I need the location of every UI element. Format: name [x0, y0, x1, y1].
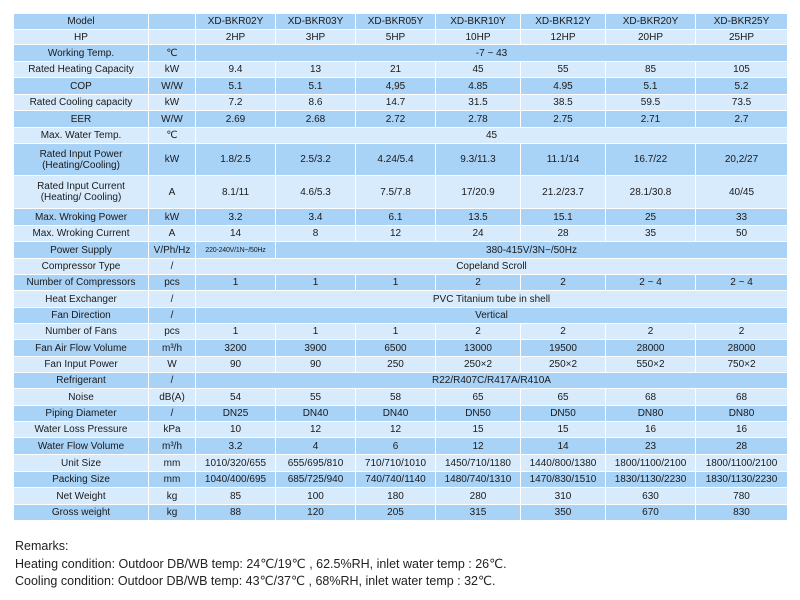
table-cell: 20HP [606, 30, 696, 45]
row-unit: V/Ph/Hz [149, 242, 196, 259]
header-model-2: XD-BKR03Y [276, 14, 356, 30]
table-cell: 12HP [521, 30, 606, 45]
table-cell: 6 [356, 438, 436, 455]
table-row [14, 242, 788, 259]
table-cell-merged: Vertical [196, 308, 788, 324]
table-cell: 670 [606, 505, 696, 521]
row-unit: ℃ [149, 45, 196, 62]
row-label: Packing Size [14, 472, 149, 488]
row-label: Number of Fans [14, 324, 149, 340]
table-cell: 12 [436, 438, 521, 455]
spec-table [13, 13, 788, 521]
row-label: Max. Wroking Current [14, 226, 149, 242]
row-label: Noise [14, 389, 149, 406]
table-cell: 2 ~ 4 [606, 275, 696, 291]
row-label: Compressor Type [14, 259, 149, 275]
table-cell: 2.72 [356, 111, 436, 128]
table-row [14, 275, 788, 291]
header-row [14, 14, 788, 30]
table-cell: 8.1/11 [196, 176, 276, 209]
row-unit: kg [149, 505, 196, 521]
table-cell: 830 [696, 505, 788, 521]
table-cell: 3.4 [276, 209, 356, 226]
table-cell: 3.2 [196, 438, 276, 455]
table-cell: 2.78 [436, 111, 521, 128]
table-cell: 105 [696, 62, 788, 78]
row-unit: A [149, 226, 196, 242]
table-cell: 14 [521, 438, 606, 455]
table-cell-merged: -7 ~ 43 [196, 45, 788, 62]
table-cell: 1 [196, 275, 276, 291]
table-cell: 250×2 [521, 357, 606, 373]
row-unit: pcs [149, 324, 196, 340]
table-cell: 1.8/2.5 [196, 144, 276, 176]
table-row [14, 438, 788, 455]
table-cell: 19500 [521, 340, 606, 357]
table-cell: 2 [521, 324, 606, 340]
table-cell: 250×2 [436, 357, 521, 373]
table-row [14, 472, 788, 488]
row-label: Unit Size [14, 455, 149, 472]
table-row [14, 45, 788, 62]
table-row [14, 128, 788, 144]
table-cell: 1830/1130/2230 [696, 472, 788, 488]
table-cell: DN50 [521, 406, 606, 422]
table-cell: 14.7 [356, 95, 436, 111]
row-unit: / [149, 259, 196, 275]
table-row [14, 30, 788, 45]
row-unit: / [149, 406, 196, 422]
row-label: Working Temp. [14, 45, 149, 62]
table-cell: 2 ~ 4 [696, 275, 788, 291]
table-row [14, 406, 788, 422]
table-cell: 28 [696, 438, 788, 455]
row-label: COP [14, 78, 149, 95]
table-row [14, 340, 788, 357]
table-cell: 2.68 [276, 111, 356, 128]
row-unit: kPa [149, 422, 196, 438]
table-cell: 180 [356, 488, 436, 505]
table-cell: 4 [276, 438, 356, 455]
table-cell: 315 [436, 505, 521, 521]
row-label: Gross weight [14, 505, 149, 521]
table-cell: 11.1/14 [521, 144, 606, 176]
table-cell: 90 [276, 357, 356, 373]
table-cell: 2.75 [521, 111, 606, 128]
table-row [14, 373, 788, 389]
table-cell: 16 [606, 422, 696, 438]
table-cell: 2HP [196, 30, 276, 45]
table-cell: 1 [276, 324, 356, 340]
table-cell: 16.7/22 [606, 144, 696, 176]
header-model-7: XD-BKR25Y [696, 14, 788, 30]
table-cell: 8 [276, 226, 356, 242]
table-row [14, 144, 788, 176]
table-cell: 65 [436, 389, 521, 406]
table-cell: 58 [356, 389, 436, 406]
table-cell: 710/710/1010 [356, 455, 436, 472]
table-cell: 50 [696, 226, 788, 242]
table-cell: 100 [276, 488, 356, 505]
table-cell: 1 [196, 324, 276, 340]
table-cell: 12 [356, 422, 436, 438]
table-cell: 15 [436, 422, 521, 438]
table-cell: 38.5 [521, 95, 606, 111]
table-cell: 14 [196, 226, 276, 242]
header-model-4: XD-BKR10Y [436, 14, 521, 30]
row-unit: kW [149, 144, 196, 176]
table-cell: 8.6 [276, 95, 356, 111]
table-cell-merged: R22/R407C/R417A/R410A [196, 373, 788, 389]
table-cell: 5.2 [696, 78, 788, 95]
table-cell: 3.2 [196, 209, 276, 226]
row-label: Max. Wroking Power [14, 209, 149, 226]
table-cell: 3200 [196, 340, 276, 357]
table-cell: 1440/800/1380 [521, 455, 606, 472]
table-cell: DN50 [436, 406, 521, 422]
table-cell: DN80 [606, 406, 696, 422]
table-cell: 5.1 [196, 78, 276, 95]
remarks-cooling-condition: Cooling condition: Outdoor DB/WB temp: 43℃/37℃ , 68%RH, inlet water temp : 32℃. [15, 574, 496, 589]
remarks-title: Remarks: [15, 539, 69, 553]
row-unit: m³/h [149, 340, 196, 357]
table-cell-merged: Copeland Scroll [196, 259, 788, 275]
row-label: Heat Exchanger [14, 291, 149, 308]
row-label: Rated Heating Capacity [14, 62, 149, 78]
table-cell: 3HP [276, 30, 356, 45]
table-cell: 9.3/11.3 [436, 144, 521, 176]
table-cell: 88 [196, 505, 276, 521]
table-cell: 55 [521, 62, 606, 78]
table-cell: 5.1 [606, 78, 696, 95]
table-cell: 21 [356, 62, 436, 78]
table-cell: 2 [436, 275, 521, 291]
row-unit: W [149, 357, 196, 373]
table-cell: 4.85 [436, 78, 521, 95]
table-cell: 1010/320/655 [196, 455, 276, 472]
table-cell: 120 [276, 505, 356, 521]
table-cell: 1040/400/695 [196, 472, 276, 488]
table-cell: 6.1 [356, 209, 436, 226]
table-cell: 1 [276, 275, 356, 291]
table-cell: 740/740/1140 [356, 472, 436, 488]
table-row [14, 226, 788, 242]
table-cell: 2 [436, 324, 521, 340]
table-cell-merged: 45 [196, 128, 788, 144]
table-cell: 2.71 [606, 111, 696, 128]
table-cell: 55 [276, 389, 356, 406]
table-cell: 25HP [696, 30, 788, 45]
row-label: Number of Compressors [14, 275, 149, 291]
table-cell: 2.5/3.2 [276, 144, 356, 176]
header-model-5: XD-BKR12Y [521, 14, 606, 30]
table-cell: 85 [196, 488, 276, 505]
row-unit: / [149, 373, 196, 389]
header-model-1: XD-BKR02Y [196, 14, 276, 30]
table-cell: 13.5 [436, 209, 521, 226]
table-cell: 1 [356, 324, 436, 340]
table-row [14, 209, 788, 226]
table-cell: 28 [521, 226, 606, 242]
row-unit: dB(A) [149, 389, 196, 406]
table-cell: 45 [436, 62, 521, 78]
table-cell: DN40 [356, 406, 436, 422]
table-cell: 4.95 [521, 78, 606, 95]
table-cell: 205 [356, 505, 436, 521]
row-unit: / [149, 291, 196, 308]
table-row [14, 62, 788, 78]
table-row [14, 505, 788, 521]
table-cell: 15 [521, 422, 606, 438]
table-cell-merged: PVC Titanium tube in shell [196, 291, 788, 308]
table-cell: 310 [521, 488, 606, 505]
table-cell: 1800/1100/2100 [606, 455, 696, 472]
row-label: Max. Water Temp. [14, 128, 149, 144]
table-cell: 250 [356, 357, 436, 373]
table-cell: 13 [276, 62, 356, 78]
table-cell: DN25 [196, 406, 276, 422]
row-unit: A [149, 176, 196, 209]
table-cell: 550×2 [606, 357, 696, 373]
table-cell: 6500 [356, 340, 436, 357]
row-unit: mm [149, 472, 196, 488]
table-cell: 68 [696, 389, 788, 406]
table-cell: 35 [606, 226, 696, 242]
table-cell: 28000 [696, 340, 788, 357]
spec-table-container [13, 13, 787, 521]
table-cell: 350 [521, 505, 606, 521]
table-row [14, 389, 788, 406]
table-row [14, 111, 788, 128]
row-unit: / [149, 308, 196, 324]
table-cell: 59.5 [606, 95, 696, 111]
table-row [14, 357, 788, 373]
table-cell: 31.5 [436, 95, 521, 111]
table-cell: 1 [356, 275, 436, 291]
row-label: Rated Cooling capacity [14, 95, 149, 111]
row-label: Refrigerant [14, 373, 149, 389]
table-cell: 750×2 [696, 357, 788, 373]
table-cell: 28.1/30.8 [606, 176, 696, 209]
table-cell: 90 [196, 357, 276, 373]
table-cell: 40/45 [696, 176, 788, 209]
table-cell: 73.5 [696, 95, 788, 111]
table-cell: 7.2 [196, 95, 276, 111]
remarks-heating-condition: Heating condition: Outdoor DB/WB temp: 24℃/19℃ , 62.5%RH, inlet water temp : 26℃. [15, 556, 507, 571]
table-cell: 4.24/5.4 [356, 144, 436, 176]
table-row [14, 324, 788, 340]
row-label: Rated Input Current (Heating/ Cooling) [14, 176, 149, 209]
row-label: Water Flow Volume [14, 438, 149, 455]
table-cell: 54 [196, 389, 276, 406]
row-unit: kW [149, 209, 196, 226]
table-cell: 65 [521, 389, 606, 406]
table-row [14, 422, 788, 438]
table-cell-merged: 380-415V/3N~/50Hz [276, 242, 788, 259]
table-cell: 780 [696, 488, 788, 505]
table-cell: 12 [356, 226, 436, 242]
table-cell: 280 [436, 488, 521, 505]
table-cell: 17/20.9 [436, 176, 521, 209]
table-row [14, 308, 788, 324]
row-unit: W/W [149, 111, 196, 128]
table-cell: 7.5/7.8 [356, 176, 436, 209]
table-cell: 20,2/27 [696, 144, 788, 176]
table-cell: 1470/830/1510 [521, 472, 606, 488]
table-row [14, 259, 788, 275]
table-cell: 9.4 [196, 62, 276, 78]
table-cell: 1830/1130/2230 [606, 472, 696, 488]
table-cell: 1480/740/1310 [436, 472, 521, 488]
row-unit: kW [149, 95, 196, 111]
table-cell: 685/725/940 [276, 472, 356, 488]
table-cell: 5.1 [276, 78, 356, 95]
row-unit [149, 30, 196, 45]
table-cell: DN80 [696, 406, 788, 422]
remarks-section [15, 538, 785, 591]
table-row [14, 95, 788, 111]
row-label: Water Loss Pressure [14, 422, 149, 438]
row-label: Fan Direction [14, 308, 149, 324]
row-unit: mm [149, 455, 196, 472]
header-model-6: XD-BKR20Y [606, 14, 696, 30]
table-cell: 10HP [436, 30, 521, 45]
header-unit [149, 14, 196, 30]
row-label: Fan Air Flow Volume [14, 340, 149, 357]
table-cell: 25 [606, 209, 696, 226]
table-cell: DN40 [276, 406, 356, 422]
header-model: Model [14, 14, 149, 30]
row-label: Piping Diameter [14, 406, 149, 422]
table-row [14, 176, 788, 209]
table-cell: 28000 [606, 340, 696, 357]
row-unit: m³/h [149, 438, 196, 455]
table-cell: 24 [436, 226, 521, 242]
row-unit: W/W [149, 78, 196, 95]
table-row [14, 455, 788, 472]
row-unit: pcs [149, 275, 196, 291]
table-row [14, 78, 788, 95]
table-cell: 2 [521, 275, 606, 291]
table-cell: 15.1 [521, 209, 606, 226]
table-cell: 33 [696, 209, 788, 226]
table-cell: 2.7 [696, 111, 788, 128]
row-label: Rated Input Power (Heating/Cooling) [14, 144, 149, 176]
table-cell: 2 [606, 324, 696, 340]
table-cell: 1800/1100/2100 [696, 455, 788, 472]
table-cell: 220-240V/1N~/50Hz [196, 242, 276, 259]
table-cell: 13000 [436, 340, 521, 357]
row-label: Net Weight [14, 488, 149, 505]
row-unit: kg [149, 488, 196, 505]
table-cell: 21.2/23.7 [521, 176, 606, 209]
header-model-3: XD-BKR05Y [356, 14, 436, 30]
table-row [14, 488, 788, 505]
table-cell: 2.69 [196, 111, 276, 128]
table-cell: 10 [196, 422, 276, 438]
table-cell: 12 [276, 422, 356, 438]
table-cell: 23 [606, 438, 696, 455]
row-label: EER [14, 111, 149, 128]
row-label: Power Supply [14, 242, 149, 259]
table-row [14, 291, 788, 308]
row-label: Fan Input Power [14, 357, 149, 373]
table-cell: 630 [606, 488, 696, 505]
row-unit: kW [149, 62, 196, 78]
table-cell: 3900 [276, 340, 356, 357]
row-label: HP [14, 30, 149, 45]
table-cell: 5HP [356, 30, 436, 45]
table-cell: 4.6/5.3 [276, 176, 356, 209]
table-cell: 85 [606, 62, 696, 78]
table-cell: 4,95 [356, 78, 436, 95]
table-cell: 1450/710/1180 [436, 455, 521, 472]
table-cell: 16 [696, 422, 788, 438]
table-cell: 2 [696, 324, 788, 340]
table-cell: 655/695/810 [276, 455, 356, 472]
table-cell: 68 [606, 389, 696, 406]
row-unit: ℃ [149, 128, 196, 144]
